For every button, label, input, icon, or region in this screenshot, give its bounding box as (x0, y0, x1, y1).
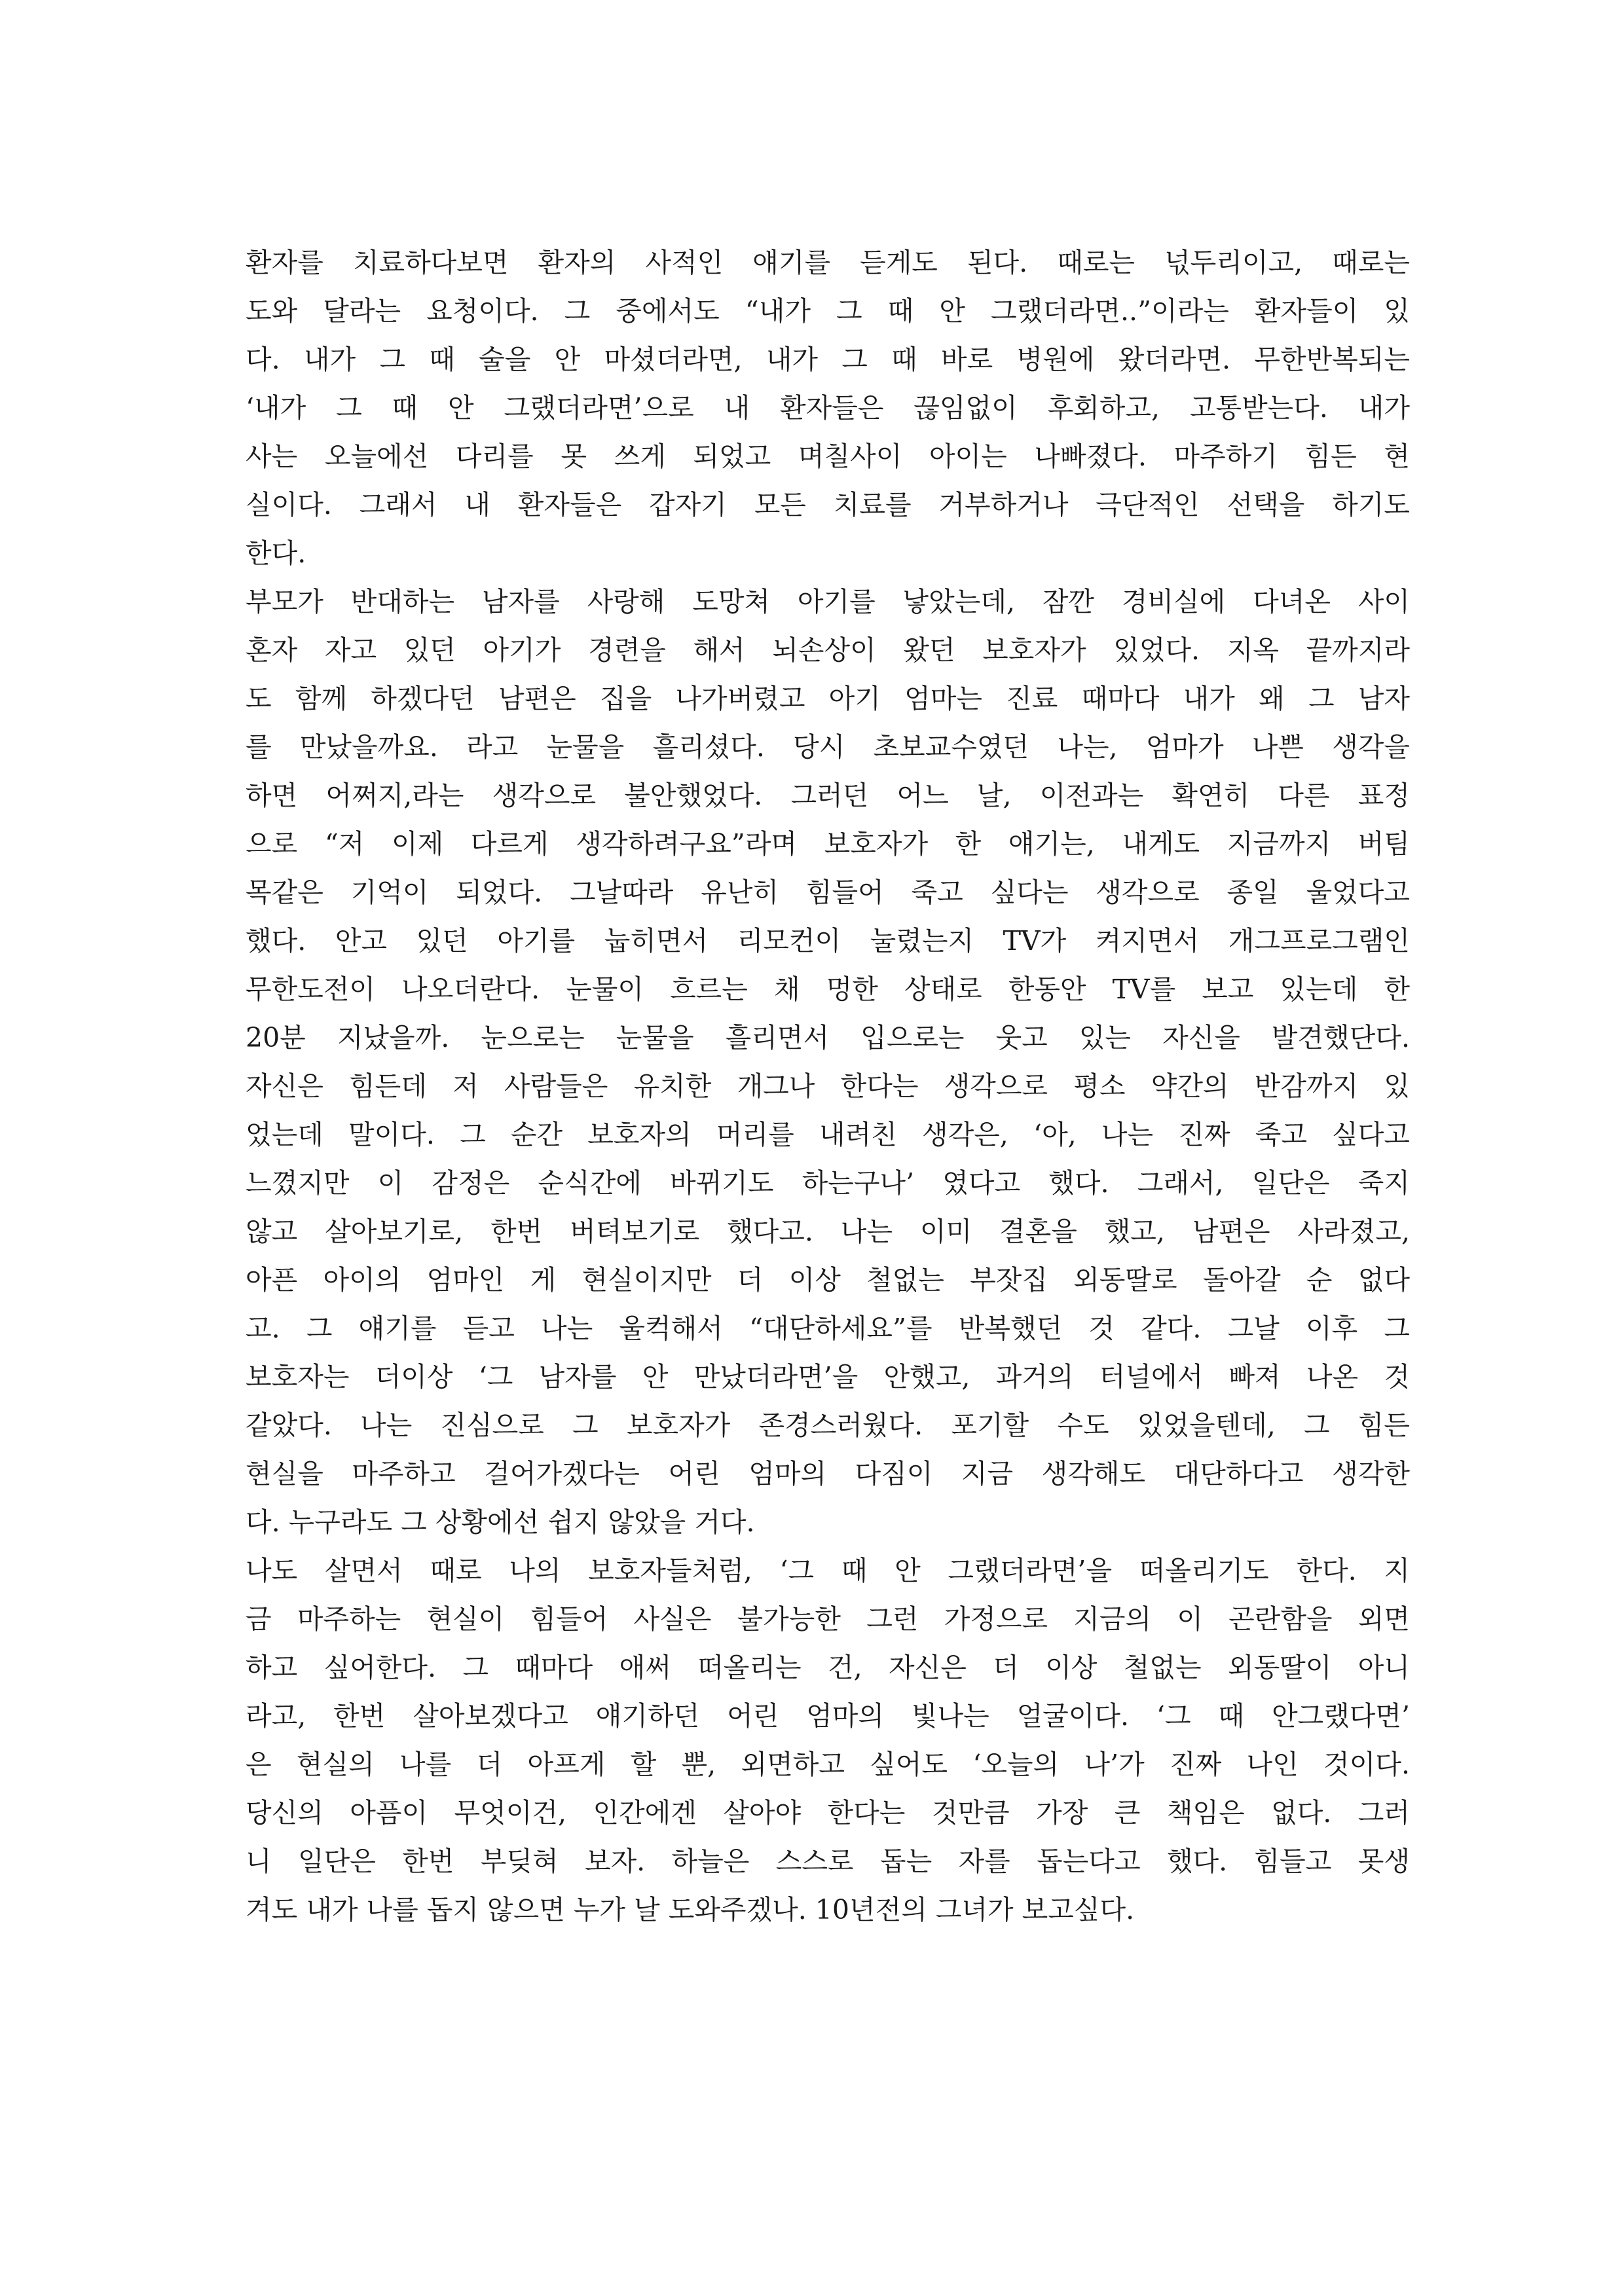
text-line: 자신은 힘든데 저 사람들은 유치한 개그나 한다는 생각으로 평소 약간의 반감까지 있 (246, 1070, 1410, 1102)
text-line: 했다. 안고 있던 아기를 눕히면서 리모컨이 눌렸는지 TV가 켜지면서 개그프로그램인 (246, 925, 1410, 957)
text-line: 니 일단은 한번 부딪혀 보자. 하늘은 스스로 돕는 자를 돕는다고 했다. 힘들고 못생 (246, 1846, 1410, 1877)
text-line: 으로 “저 이제 다르게 생각하려구요”라며 보호자가 한 얘기는, 내게도 지금까지 버팀 (246, 828, 1410, 860)
text-line: 를 만났을까요. 라고 눈물을 흘리셨다. 당시 초보교수였던 나는, 엄마가 나쁜 생각을 (246, 731, 1410, 763)
text-line: 도와 달라는 요청이다. 그 중에서도 “내가 그 때 안 그랬더라면..”이라는 환자들이 있 (246, 295, 1410, 327)
text-line: 당신의 아픔이 무엇이건, 인간에겐 살아야 한다는 것만큼 가장 큰 책임은 없다. 그러 (246, 1797, 1410, 1829)
text-line: ‘내가 그 때 안 그랬더라면’으로 내 환자들은 끊임없이 후회하고, 고통받는다. 내가 (246, 392, 1410, 424)
document-body (246, 238, 1410, 1934)
text-line: 20분 지났을까. 눈으로는 눈물을 흘리면서 입으로는 웃고 있는 자신을 발견했단다. (246, 1022, 1410, 1053)
text-line: 같았다. 나는 진심으로 그 보호자가 존경스러웠다. 포기할 수도 있었을텐데, 그 힘든 (246, 1410, 1410, 1441)
text-line: 환자를 치료하다보면 환자의 사적인 얘기를 듣게도 된다. 때로는 넋두리이고, 때로는 (246, 247, 1410, 278)
text-line: 도 함께 하겠다던 남편은 집을 나가버렸고 아기 엄마는 진료 때마다 내가 왜 그 남자 (246, 683, 1410, 714)
text-line: 하면 어쩌지,라는 생각으로 불안했었다. 그러던 어느 날, 이전과는 확연히 다른 표정 (246, 780, 1410, 811)
text-line: 다. 누구라도 그 상황에선 쉽지 않았을 거다. (246, 1506, 755, 1538)
text-line: 금 마주하는 현실이 힘들어 사실은 불가능한 그런 가정으로 지금의 이 곤란함을 외면 (246, 1603, 1410, 1635)
text-line: 않고 살아보기로, 한번 버텨보기로 했다고. 나는 이미 결혼을 했고, 남편은 사라졌고, (246, 1216, 1410, 1247)
text-line: 었는데 말이다. 그 순간 보호자의 머리를 내려친 생각은, ‘아, 나는 진짜 죽고 싶다고 (246, 1119, 1410, 1150)
text-line: 사는 오늘에선 다리를 못 쓰게 되었고 며칠사이 아이는 나빠졌다. 마주하기 힘든 현 (246, 441, 1410, 472)
text-line: 나도 살면서 때로 나의 보호자들처럼, ‘그 때 안 그랬더라면’을 떠올리기도 한다. 지 (246, 1555, 1410, 1586)
text-line: 현실을 마주하고 걸어가겠다는 어린 엄마의 다짐이 지금 생각해도 대단하다고 생각한 (246, 1458, 1410, 1489)
text-line: 은 현실의 나를 더 아프게 할 뿐, 외면하고 싶어도 ‘오늘의 나’가 진짜 나인 것이다. (246, 1749, 1410, 1780)
text-line: 혼자 자고 있던 아기가 경련을 해서 뇌손상이 왔던 보호자가 있었다. 지옥 끝까지라 (246, 634, 1410, 666)
text-line: 다. 내가 그 때 술을 안 마셨더라면, 내가 그 때 바로 병원에 왔더라면. 무한반복되는 (246, 344, 1410, 375)
text-line: 고. 그 얘기를 듣고 나는 울컥해서 “대단하세요”를 반복했던 것 같다. 그날 이후 그 (246, 1313, 1410, 1344)
text-line: 목같은 기억이 되었다. 그날따라 유난히 힘들어 죽고 싶다는 생각으로 종일 울었다고 (246, 877, 1410, 908)
text-line: 보호자는 더이상 ‘그 남자를 안 만났더라면’을 안했고, 과거의 터널에서 빠져 나온 것 (246, 1361, 1410, 1393)
text-line: 아픈 아이의 엄마인 게 현실이지만 더 이상 철없는 부잣집 외동딸로 돌아갈 순 없다 (246, 1264, 1410, 1296)
text-line: 실이다. 그래서 내 환자들은 갑자기 모든 치료를 거부하거나 극단적인 선택을 하기도 (246, 489, 1410, 520)
text-line: 무한도전이 나오더란다. 눈물이 흐르는 채 멍한 상태로 한동안 TV를 보고 있는데 한 (246, 974, 1410, 1005)
text-line: 느꼈지만 이 감정은 순식간에 바뀌기도 하는구나’ 였다고 했다. 그래서, 일단은 죽지 (246, 1167, 1410, 1199)
text-line: 라고, 한번 살아보겠다고 얘기하던 어린 엄마의 빛나는 얼굴이다. ‘그 때 안그랬다면’ (246, 1700, 1410, 1732)
text-line: 겨도 내가 나를 돕지 않으면 누가 날 도와주겠나. 10년전의 그녀가 보고싶다. (246, 1894, 1135, 1925)
text-line: 하고 싶어한다. 그 때마다 애써 떠올리는 건, 자신은 더 이상 철없는 외동딸이 아니 (246, 1652, 1410, 1683)
text-line: 부모가 반대하는 남자를 사랑해 도망쳐 아기를 낳았는데, 잠깐 경비실에 다녀온 사이 (246, 586, 1410, 617)
text-line: 한다. (246, 538, 306, 569)
